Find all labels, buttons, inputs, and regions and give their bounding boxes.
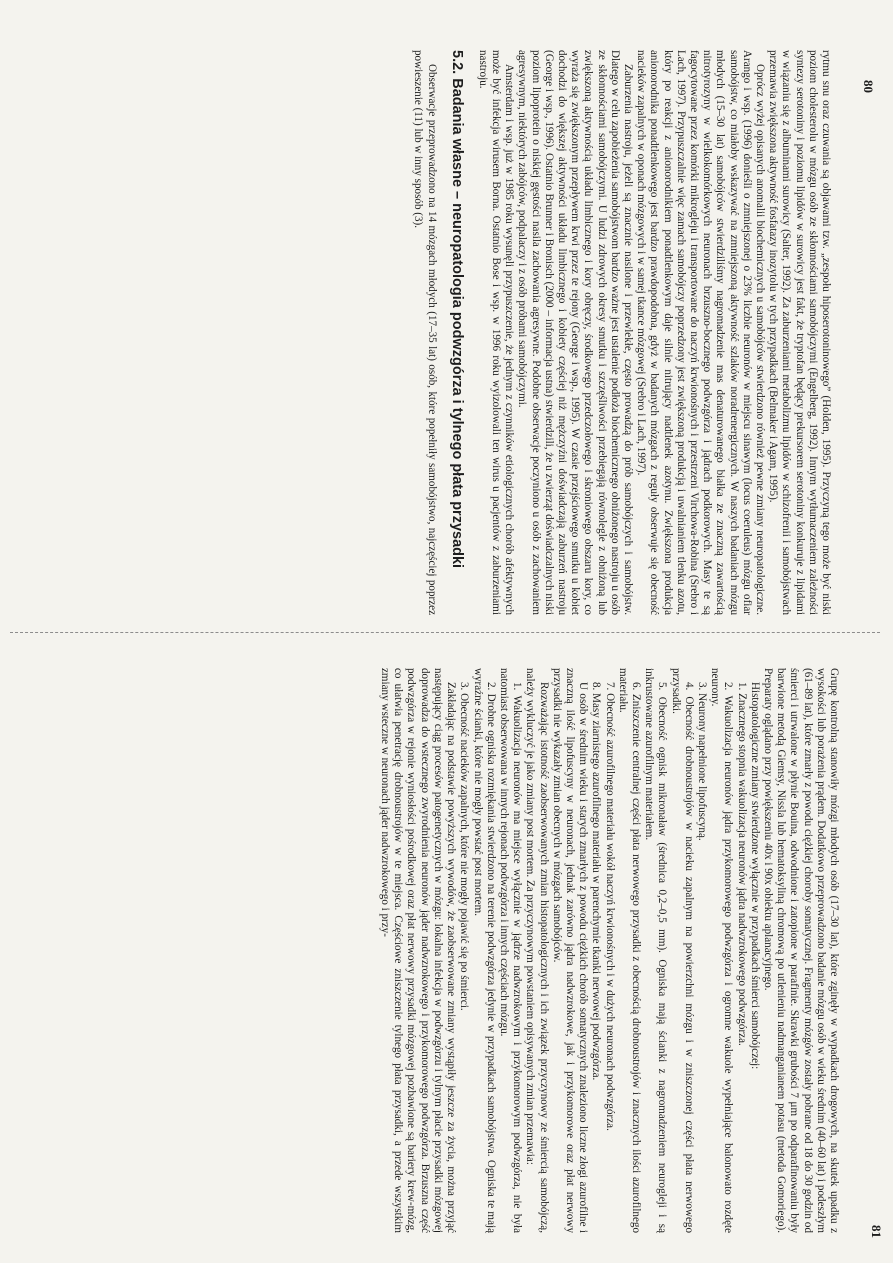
paragraph: Obserwacje przeprowadzono na 14 mózgach młodych (17–35 lat) osób, które popełniły samobójstwo, najczęściej poprzez powieszenie (11) lub w inny sposób (3). — [412, 50, 438, 615]
list-item: 1. Wakuolizacja neuronów ma miejsce wyłącznie w jądrze nadwzrokowym i przykomorowym podwzgórza, nie była natomiast obserwowana w innych rejonach podwzgórza i innych częściach mózgu. — [497, 668, 524, 1233]
list-item: 2. Drobne ogniska rozmiękania stwierdzono na terenie podwzgórza jedynie w przypadkach samobójstwa. Ogniska te mają wyraźne ścianki, które nie mogły powstać post mortem. — [471, 668, 497, 1233]
paragraph: Zaburzenia nastroju, jeżeli są znacznie nasilone i przewlekłe, często prowadzą do prób samobójczych i samobójstw. Dlatego w celu zapobieżenia samobójstwom bardzo ważne jest ustalenie podłoża biochemicznego obniżonego nastroju u osób ze skłonnościami samobójczymi. U ludzi zdrowych okresy smutku i szczęśliwości przebiegają równolegle z obniżoną lub zwiększoną aktywnością układu limbicznego i kory obręczy, środkowego przedczołowego i skroniowego obszaru kory, co wyraża się zwiększonym przepływem krwi przez te rejony (George i wsp., 1995). W czasie przejściowego smutku u kobiet dochodzi do większej aktywności układu limbicznego i kobiety częściej niż mężczyźni doświadczają zaburzeń nastroju (George i wsp., 1996). Ostatnio Brunner i Bronisch (2000 – informacja ustna) stwierdzili, że u zwierząt doświadczalnych niski poziom lipoprotein o niskiej gęstości nasila zachowania agresywne. Podobne obserwacje poczyniono u osób z zachowaniem agresywnym, niektórych zabójców, podpalaczy i z osób próbami samobójczymi. — [516, 50, 634, 615]
list-item: 1. Znacznego stopnia wakuolizacja neuronów jądra nadwzrokowego podwzgórza. — [735, 682, 748, 1046]
page-number-right: 81 — [869, 1225, 884, 1238]
list-item: 4. Obecność drobnoustrojów w nacieku zapalnym na powierzchni mózgu i w zniszczonej części płata nerwowego przysadki. — [669, 668, 695, 1233]
paragraph: U osób w średnim wieku i starych zmarłych z powodu ciężkich chorób somatycznych znaleziono liczne złogi azurofilne i znaczną ilość lipofuscyny w neuronach, jednak zarówno jądra nadwzrokowe, jak i przykomorowe oraz płat nerwowy przysadki nie wykazały zmian obecnych w mózgach samobójców. — [550, 668, 590, 1233]
list-item: 8. Masy ziarnistego azurofilnego materiału w parenchymie tkanki nerwowej podwzgórza. — [590, 682, 603, 1081]
paragraph: Rozważając istotność zaobserwowanych zmian histopatologicznych i ich związek przyczynowy ze śmiercią samobójczą, należy wykluczyć je jako zmiany post mortem. Za przyczynowym powstaniem opisywanych zmian przemawia: — [524, 668, 550, 1233]
page-number-left: 80 — [861, 80, 876, 93]
paragraph: Zakładając na podstawie powyższych wywodów, że zaobserwowane zmiany wystąpiły jeszcze za życia, można przyjąć następujący ciąg procesów patogenetycznych w mózgu: lokalna infekcja w podwzgórzu i tylnym płacie przysadki mózgowej doprowadza do wstecznego zwyrodnienia neuronów jąder nadwzrokowego i przykomorowego podwzgórza. Brzuszna część podwzgórza w rejonie wyniosłości pośrodkowej oraz płat nerwowy przysadki mózgowej pozbawione są bariery krew-mózg, co ułatwia penetrację drobnoustrojów w te miejsca. Częściowe zniszczenie tylnego płata przysadki, a przede wszystkim zmiany wsteczne w neuronach jąder nadwzrokowego i przy- — [379, 668, 458, 1233]
section-heading — [448, 50, 466, 615]
list-item: 5. Obecność ognisk mikronaław (średnica 0,2–0,5 mm). Ogniska mają ścianki z nagromadzeniem neurogleji i są inkrustowane azurofilnym materiałem. — [643, 668, 669, 1233]
list-item: 7. Obecność azurofilnego materiału wokół naczyń krwionośnych i w dużych neuronach podwzgórza. — [603, 682, 616, 1131]
paragraph: Amsterdam i wsp. już w 1985 roku wysunęli przypuszczenie, że jednym z czynników etiologicznych chorób afektywnych może być infekcja wirusem Borna. Ostatnio Bose i wsp. w 1996 roku wyizolowali ten wirus u pacjentów z zaburzeniami nastroju. — [476, 50, 516, 615]
list-item: 2. Wakuolizacja neuronów jądra przykomorowego podwzgórza i ogromne wakuole wypełniające balonowato rozdęte neurony. — [709, 668, 735, 1233]
list-item: 6. Zniszczenie centralnej części płata nerwowego przysadki z obecnością drobnoustrojów i znacznych ilości azurofilnego materiału. — [616, 668, 642, 1233]
right-page — [40, 668, 884, 1238]
left-page — [47, 50, 876, 615]
paragraph: Oprócz wyżej opisanych anomalii biochemicznych u samobójców stwierdzono również pewne zmiany neuropatologiczne. Arango i wsp. (1996) donieśli o zmniejszonej o 23% liczbie neuronów w miejscu sinawym (locus coeruleus) mózgu ofiar samobójstw, co miałoby wskazywać na zmniejszoną aktywność szlaków noradrenergicznych. W naszych badaniach mózgu młodych (15–30 lat) samobójców stwierdziliśmy nagromadzenie mas denaturowanego białka ze znaczną zawartością nitrotyrozyny w wielkokomórkowych neuronach brzuszno-bocznego podwzgórza i jądrach podkorowych. Masy te są fagocytowane przez komórki mikrogleju i transportowane do naczyń krwionośnych i przestrzeni Virchowa-Robina (Srebro i Lach, 1997). Przypuszczalnie więc zamach samobójczy poprzedzony jest zwiększoną produkcją i uwalnianiem tlenku azotu, który po reakcji z anionorodnikiem ponadtlenkowym daje silnie nitrujący nadtlenek azotynu. Zwiększona produkcja anionorodnika ponadtlenkowego jest bardzo prawdopodobna, gdyż w badanych mózgach z reguły obserwuje się obecność nacieków zapalnych w oponach mózgowych i w samej tkance mózgowej (Srebro i Lach, 1997). — [635, 50, 766, 615]
section-heading-text: Badania własne – neuropatologia podwzgórza i tylnego płata przysadki — [448, 78, 465, 569]
list-item: 3. Neurony napełnione lipofuscyną. — [695, 682, 708, 841]
page-gutter-divider — [10, 632, 880, 633]
paragraph: Histopatologiczne zmiany stwierdzone wyłącznie w przypadkach śmierci samobójczej: — [748, 682, 761, 1070]
paragraph: rytmu snu oraz czuwania są objawami tzw. „zespołu hiposerotoninowego” (Holden, 1995). Przyczyną tego może być niski poziom cholesterolu w mózgu osób ze skłonnościami samobójczymi (Engelberg, 1992). Innym wytłumaczeniem zależności syntezy serotoniny i poziomu lipidów w surowicy jest fakt, że tryptofan będący prekursorem serotoniny konkuruje z lipidami w wiązaniu się z albuminami surowicy (Salter, 1992). Za zaburzeniami metabolizmu lipidów w schizofrenii i samobójstwach przemawia zwiększona aktywność fosfatazy inozytolu w tych przypadkach (Belmaker i Agam, 1995). — [767, 50, 832, 615]
list-item: 3. Obecność nacieków zapalnych, które nie mogły pojawić się po śmierci. — [458, 682, 471, 1011]
paragraph: Grupę kontrolną stanowiły mózgi młodych osób (17–30 lat), które zginęły w wypadkach drogowych, na skutek upadku z wysokości lub porażenia prądem. Dodatkowo przeprowadzono badanie mózgu osób w wieku średnim (40–60 lat) i podeszłym (61–89 lat), które zmarły z powodu ciężkiej choroby somatycznej. Fragmenty mózgów zostały pobrane od 18 do 30 godzin od śmierci i utrwalone w płynie Bouina, odwodnione i zatopione w parafinie. Skrawki grubości 7 μm po odparafinowaniu były barwione metodą Giemsy, Nissla lub hematoksyliną chromową po utlenieniu nadmanganianem potasu (metoda Gomoriego). Preparaty oglądano przy powiększeniu 40x i 90x obiektu aplanacyjnego. — [761, 668, 840, 1233]
section-heading-number: 5.2. — [448, 50, 465, 75]
